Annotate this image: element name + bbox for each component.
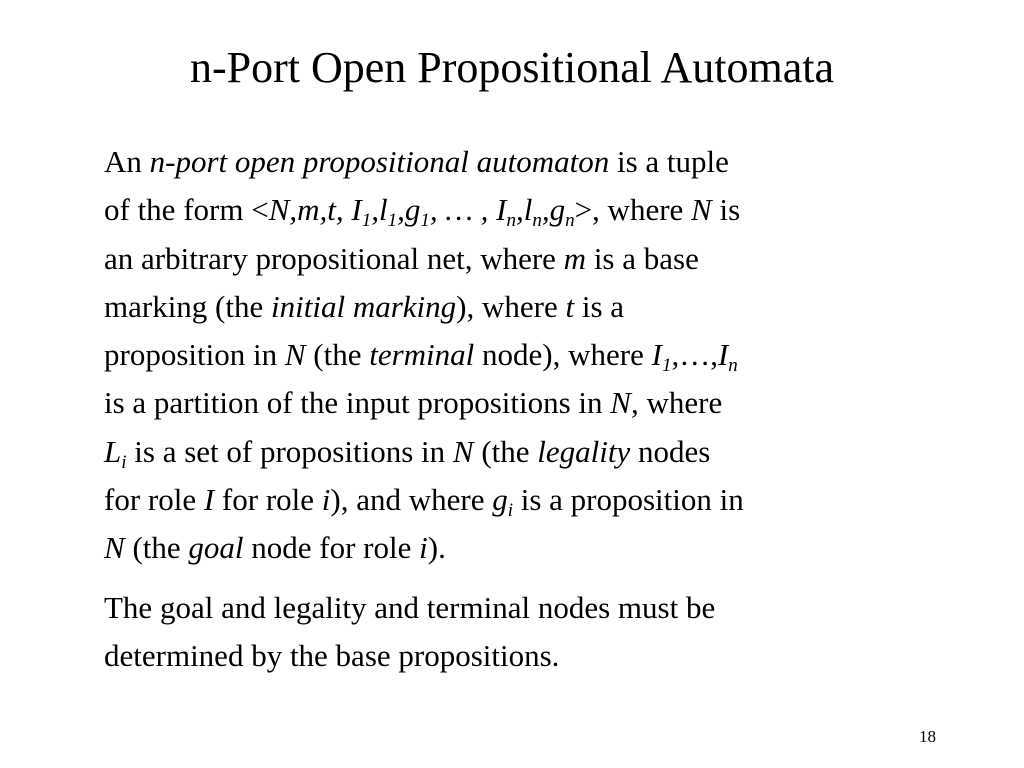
italic-run: L — [104, 433, 122, 469]
text-run: proposition in — [104, 337, 285, 373]
italic-run: ,l — [371, 192, 388, 228]
italic-run: N — [284, 337, 306, 373]
text-run: (the — [473, 433, 538, 469]
italic-run: N — [610, 385, 631, 421]
text-run: for role — [214, 482, 322, 518]
italic-run: I — [717, 337, 729, 373]
italic-run: m — [563, 240, 587, 276]
text-run: nodes — [630, 433, 711, 469]
text-run: An — [104, 144, 150, 179]
italic-run: i — [321, 482, 331, 518]
text-run: node for role — [243, 530, 420, 566]
definition-paragraph — [104, 138, 942, 573]
text-line — [104, 144, 729, 179]
text-run: node), where — [474, 337, 652, 373]
text-run: ,…, — [671, 337, 718, 373]
text-run: (the — [305, 337, 370, 373]
text-line — [104, 192, 741, 232]
italic-run: t — [565, 288, 575, 324]
text-run: The goal and legality and terminal nodes must be — [104, 589, 716, 625]
subscript-run: n — [728, 355, 738, 377]
italic-run: N — [691, 192, 712, 228]
italic-run: I — [651, 337, 662, 373]
subscript-run: n — [532, 210, 542, 232]
italic-run: goal — [188, 530, 244, 566]
italic-run: I — [203, 482, 215, 518]
italic-run: ,g — [397, 192, 421, 228]
text-line — [104, 590, 715, 625]
text-run: an arbitrary propositional net, where — [104, 240, 564, 276]
italic-run: n-port open propositional automaton — [149, 144, 610, 179]
italic-run: N — [104, 530, 125, 566]
text-run: determined by the base propositions. — [104, 637, 560, 673]
page-number: 18 — [919, 727, 936, 746]
italic-run: N — [452, 433, 474, 469]
subscript-run: n — [506, 210, 516, 232]
text-line — [104, 289, 624, 324]
italic-run: N,m,t, I — [268, 192, 362, 228]
text-run: for role — [104, 482, 204, 518]
text-run: is a tuple — [609, 144, 729, 179]
italic-run: terminal — [369, 337, 475, 373]
subscript-run: n — [565, 210, 575, 232]
text-run: ). — [427, 530, 446, 566]
text-run: marking (the — [104, 288, 272, 324]
text-line — [104, 638, 559, 673]
text-run: of the form < — [104, 192, 269, 228]
text-line — [104, 337, 738, 377]
italic-run: ,g — [541, 192, 566, 228]
text-run: is a proposition in — [512, 482, 744, 518]
text-run: , where — [630, 385, 723, 421]
slide-body — [104, 138, 942, 680]
italic-run: , … , I — [429, 192, 507, 228]
italic-run: g — [492, 482, 508, 518]
text-run: is — [711, 192, 741, 228]
text-run: is a set of propositions in — [126, 433, 453, 469]
italic-run: i — [419, 530, 428, 566]
subscript-run: 1 — [387, 210, 398, 232]
text-run: (the — [124, 530, 189, 566]
subscript-run: 1 — [361, 210, 372, 232]
italic-run: initial marking — [271, 288, 457, 324]
slide-title: n-Port Open Propositional Automata — [189, 43, 835, 92]
text-run: ), and where — [330, 482, 493, 518]
text-line — [104, 385, 722, 420]
subscript-run: i — [121, 451, 127, 473]
text-run: is a partition of the input propositions in — [104, 385, 611, 421]
subscript-run: i — [507, 500, 513, 522]
text-line — [104, 530, 446, 565]
text-run: ), where — [456, 288, 566, 324]
subscript-run: 1 — [661, 355, 672, 377]
requirement-paragraph — [104, 584, 942, 681]
italic-run: ,l — [515, 192, 533, 228]
text-run: is a base — [586, 240, 699, 276]
subscript-run: 1 — [420, 210, 430, 232]
text-line — [104, 482, 744, 522]
text-run: >, where — [574, 192, 692, 228]
text-line — [104, 433, 711, 473]
text-line — [104, 241, 699, 276]
italic-run: legality — [537, 433, 631, 469]
text-run: is a — [574, 288, 625, 324]
